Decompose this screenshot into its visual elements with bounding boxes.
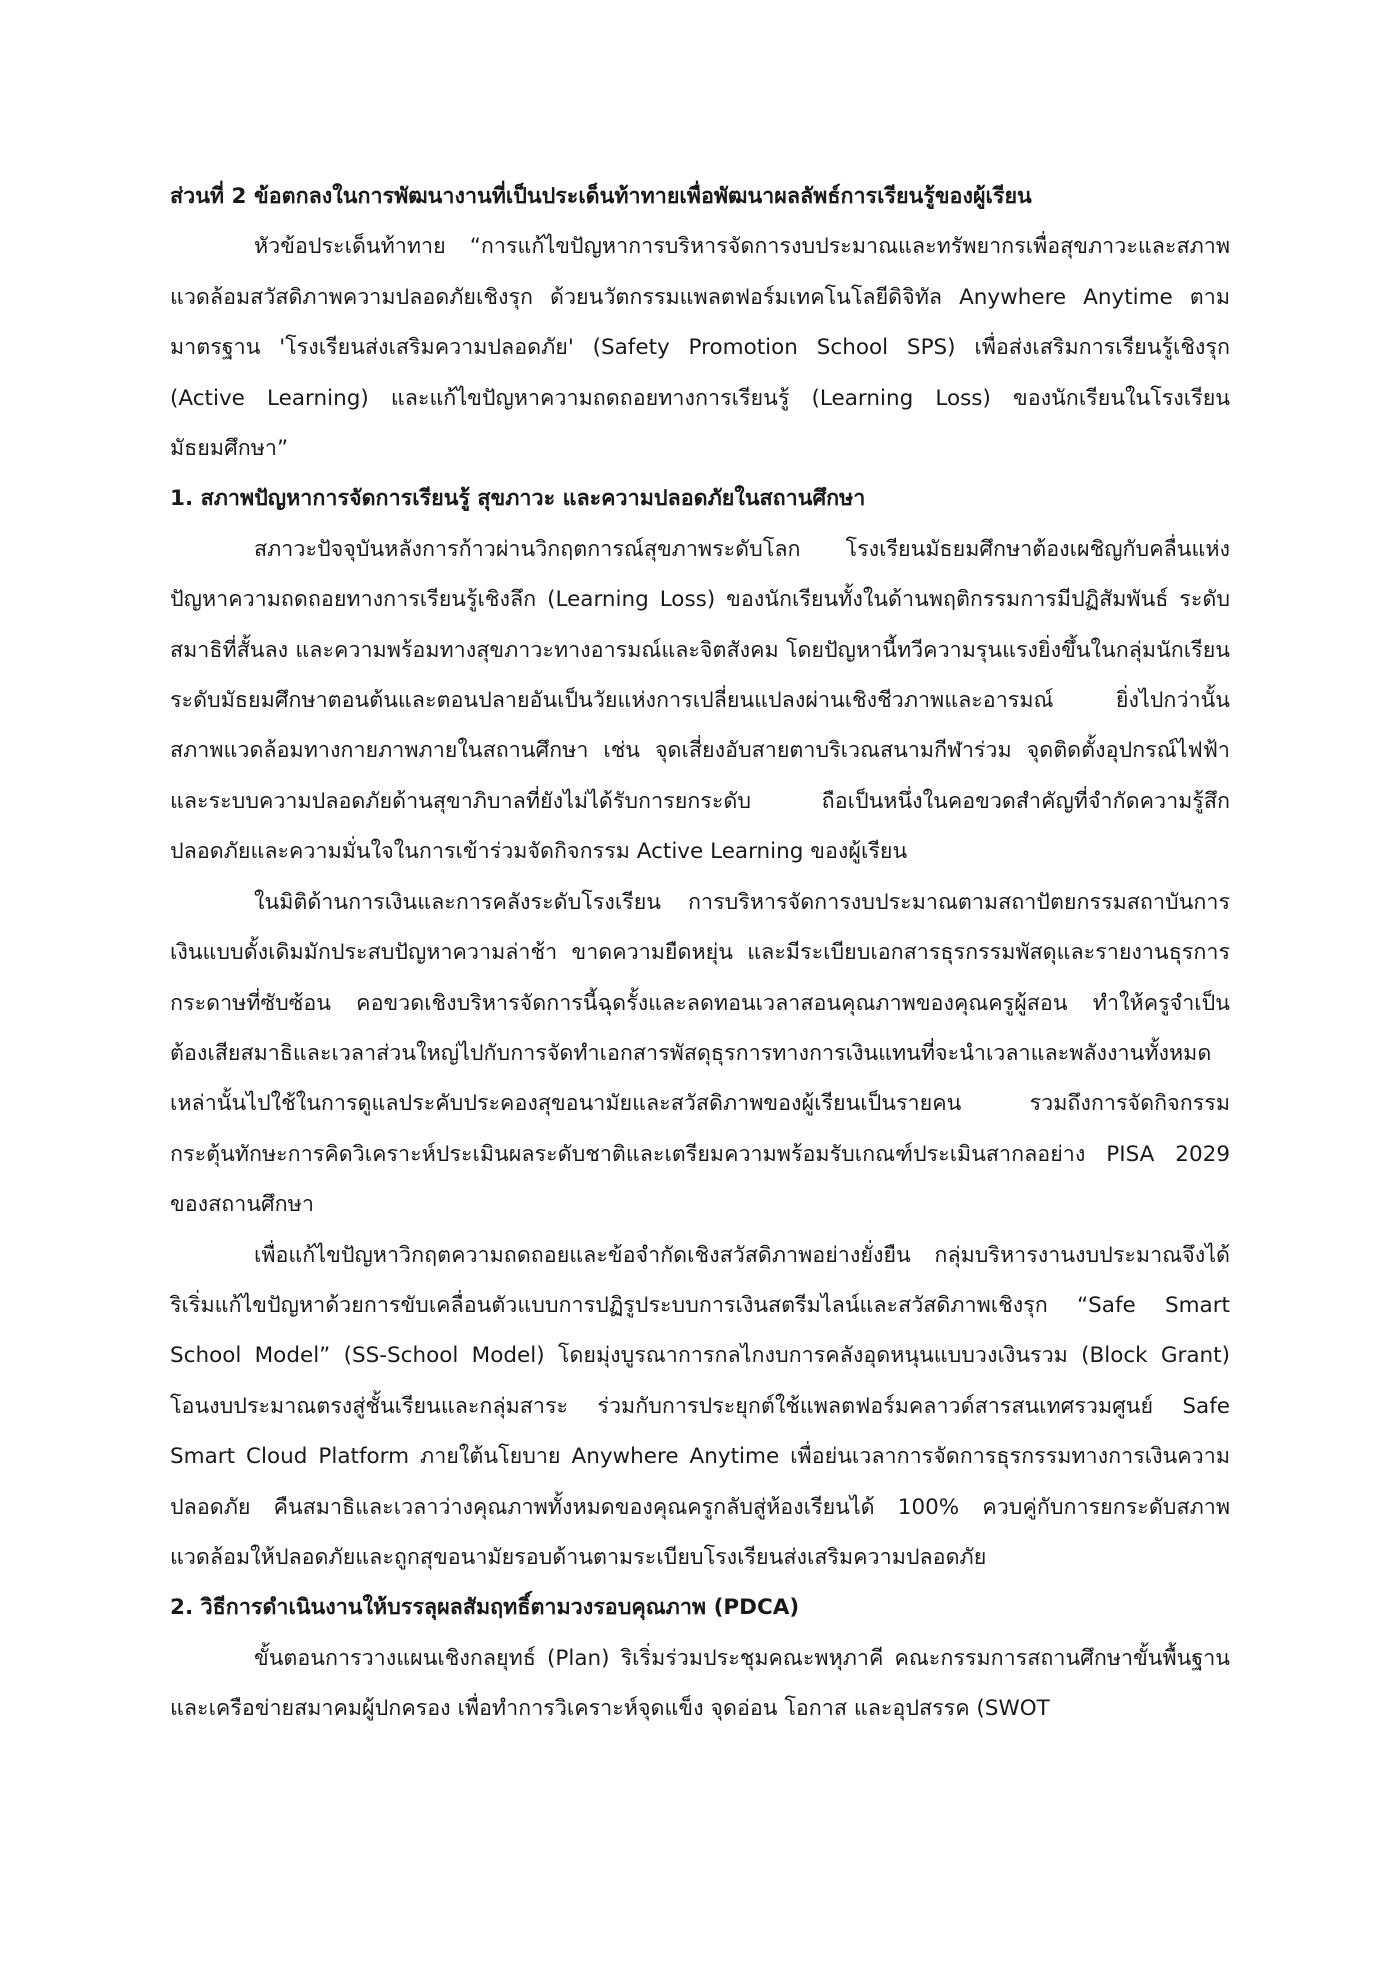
section2-paragraph-1: ขั้นตอนการวางแผนเชิงกลยุทธ์ (Plan) ริเริ่มร่วมประชุมคณะพหุภาคี คณะกรรมการสถานศึกษาขั้นพื้นฐาน และเครือข่ายสมาคมผู้ปกครอง เพื่อทำการวิเคราะห์จุดแข็ง จุดอ่อน โอกาส และอุปสรรค (SWOT [170, 1645, 1230, 1722]
section1-paragraph-3: เพื่อแก้ไขปัญหาวิกฤตความถดถอยและข้อจำกัดเชิงสวัสดิภาพอย่างยั่งยืน กลุ่มบริหารงานงบประมาณจึงได้ริเริ่มแก้ไขปัญหาด้วยการขับเคลื่อนตัวแบบการปฏิรูประบบการเงินสตรีมไลน์และสวัสดิภาพเชิงรุก “Safe Smart School Model” (SS-School Model) โดยมุ่งบูรณาการกลไกงบการคลังอุดหนุนแบบวงเงินรวม (Block Grant) โอนงบประมาณตรงสู่ชั้นเรียนและกลุ่มสาระ ร่วมกับการประยุกต์ใช้แพลตฟอร์มคลาวด์สารสนเทศรวมศูนย์ Safe Smart Cloud Platform ภายใต้นโยบาย Anywhere Anytime เพื่อย่นเวลาการจัดการธุรกรรมทางการเงินความปลอดภัย คืนสมาธิและเวลาว่างคุณภาพทั้งหมดของคุณครูกลับสู่ห้องเรียนได้ 100% ควบคู่กับการยกระดับสภาพแวดล้อมให้ปลอดภัยและถูกสุขอนามัยรอบด้านตามระเบียบโรงเรียนส่งเสริมความปลอดภัย [170, 1242, 1230, 1570]
section1-heading: 1. สภาพปัญหาการจัดการเรียนรู้ สุขภาวะ และความปลอดภัยในสถานศึกษา [170, 486, 866, 512]
section1-paragraph-1: สภาวะปัจจุบันหลังการก้าวผ่านวิกฤตการณ์สุขภาพระดับโลก โรงเรียนมัธยมศึกษาต้องเผชิญกับคลื่นแห่งปัญหาความถดถอยทางการเรียนรู้เชิงลึก (Learning Loss) ของนักเรียนทั้งในด้านพฤติกรรมการมีปฏิสัมพันธ์ ระดับสมาธิที่สั้นลง และความพร้อมทางสุขภาวะทางอารมณ์และจิตสังคม โดยปัญหานี้ทวีความรุนแรงยิ่งขึ้นในกลุ่มนักเรียนระดับมัธยมศึกษาตอนต้นและตอนปลายอันเป็นวัยแห่งการเปลี่ยนแปลงผ่านเชิงชีวภาพและอารมณ์ ยิ่งไปกว่านั้น สภาพแวดล้อมทางกายภาพภายในสถานศึกษา เช่น จุดเสี่ยงอับสายตาบริเวณสนามกีฬาร่วม จุดติดตั้งอุปกรณ์ไฟฟ้า และระบบความปลอดภัยด้านสุขาภิบาลที่ยังไม่ได้รับการยกระดับ ถือเป็นหนึ่งในคอขวดสำคัญที่จำกัดความรู้สึกปลอดภัยและความมั่นใจในการเข้าร่วมจัดกิจกรรม Active Learning ของผู้เรียน [170, 536, 1230, 865]
document-page [170, 172, 1230, 1735]
section2-heading: 2. วิธีการดำเนินงานให้บรรลุผลสัมฤทธิ์ตามวงรอบคุณภาพ (PDCA) [170, 1595, 800, 1621]
section1-paragraph-2: ในมิติด้านการเงินและการคลังระดับโรงเรียน การบริหารจัดการงบประมาณตามสถาปัตยกรรมสถาบันการเงินแบบดั้งเดิมมักประสบปัญหาความล่าช้า ขาดความยืดหยุ่น และมีระเบียบเอกสารธุรกรรมพัสดุและรายงานธุรการกระดาษที่ซับซ้อน คอขวดเชิงบริหารจัดการนี้ฉุดรั้งและลดทอนเวลาสอนคุณภาพของคุณครูผู้สอน ทำให้ครูจำเป็นต้องเสียสมาธิและเวลาส่วนใหญ่ไปกับการจัดทำเอกสารพัสดุธุรการทางการเงินแทนที่จะนำเวลาและพลังงานทั้งหมดเหล่านั้นไปใช้ในการดูแลประคับประคองสุขอนามัยและสวัสดิภาพของผู้เรียนเป็นรายคน รวมถึงการจัดกิจกรรมกระตุ้นทักษะการคิดวิเคราะห์ประเมินผลระดับชาติและเตรียมความพร้อมรับเกณฑ์ประเมินสากลอย่าง PISA 2029 ของสถานศึกษา [170, 889, 1230, 1218]
part-heading: ส่วนที่ 2 ข้อตกลงในการพัฒนางานที่เป็นประเด็นท้าทายเพื่อพัฒนาผลลัพธ์การเรียนรู้ของผู้เรียน [170, 184, 1032, 209]
challenge-paragraph: หัวข้อประเด็นท้าทาย “การแก้ไขปัญหาการบริหารจัดการงบประมาณและทรัพยากรเพื่อสุขภาวะและสภาพแวดล้อมสวัสดิภาพความปลอดภัยเชิงรุก ด้วยนวัตกรรมแพลตฟอร์มเทคโนโลยีดิจิทัล Anywhere Anytime ตามมาตรฐาน 'โรงเรียนส่งเสริมความปลอดภัย' (Safety Promotion School SPS) เพื่อส่งเสริมการเรียนรู้เชิงรุก (Active Learning) และแก้ไขปัญหาความถดถอยทางการเรียนรู้ (Learning Loss) ของนักเรียนในโรงเรียนมัธยมศึกษา” [170, 234, 1230, 462]
